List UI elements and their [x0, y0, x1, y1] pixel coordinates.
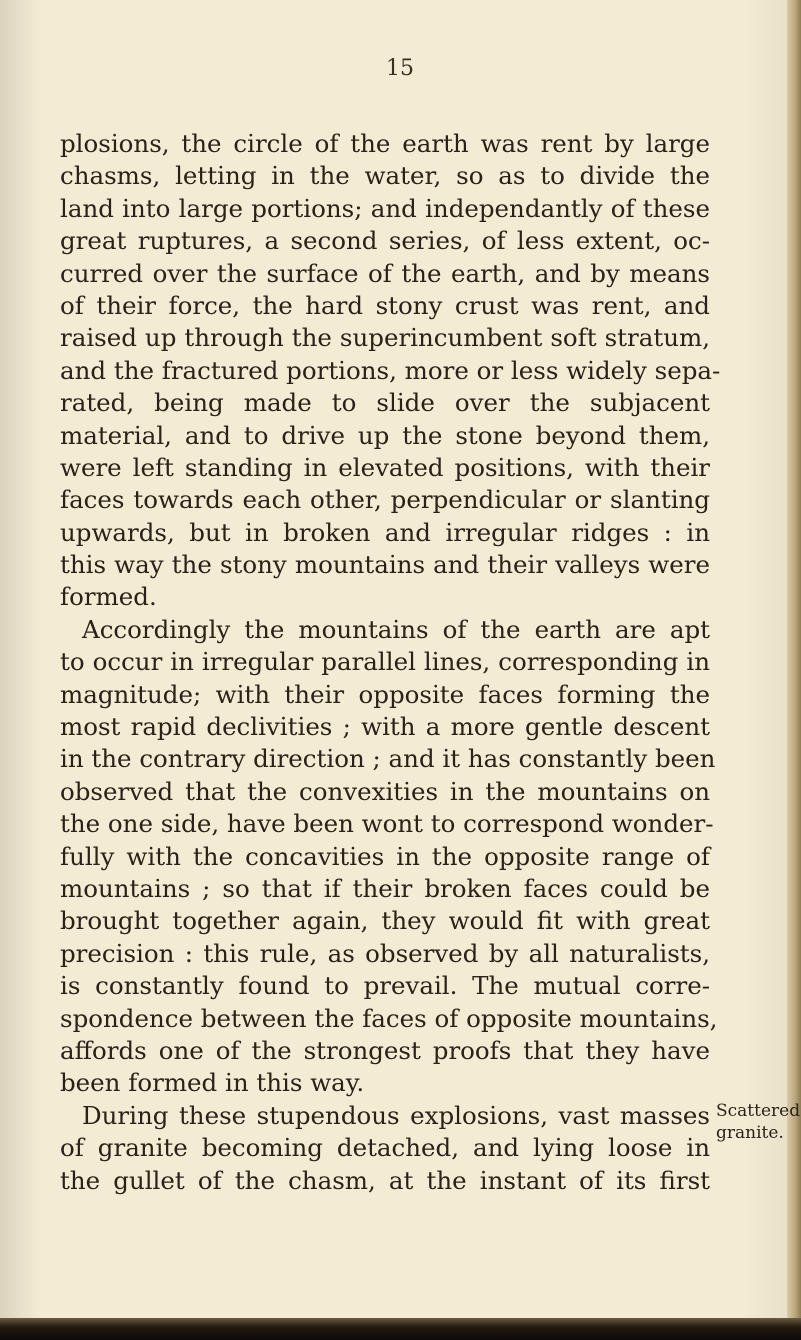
paragraph-start-line: During these stupendous explosions, vast masses [82, 1100, 710, 1130]
text-line: faces towards each other, perpendicular or slanting [60, 485, 710, 515]
text-line: great ruptures, a second series, of less extent, oc- [60, 226, 710, 256]
text-line: raised up through the superincumbent soft stratum, [60, 323, 710, 353]
text-line: plosions, the circle of the earth was rent by large [60, 129, 710, 158]
text-line: fully with the concavities in the opposite range of [60, 841, 710, 871]
paragraph-start-line: Accordingly the mountains of the earth are apt [82, 614, 710, 644]
text-line: chasms, letting in the water, so as to divide the [60, 161, 710, 191]
text-line: affords one of the strongest proofs that they have [60, 1035, 710, 1065]
text-line: land into large portions; and independantly of these [60, 193, 710, 223]
text-line: in the contrary direction ; and it has constantly been [60, 744, 716, 774]
margin-note-line-2: granite. [716, 1123, 784, 1143]
text-line: upwards, but in broken and irregular ridges : in [60, 517, 710, 547]
text-line: of granite becoming detached, and lying loose in [60, 1133, 710, 1163]
text-line: brought together again, they would fit with great [60, 906, 710, 936]
text-line: this way the stony mountains and their valleys were [60, 550, 710, 580]
text-line: mountains ; so that if their broken faces could be [60, 873, 710, 903]
page-number: 15 [386, 56, 414, 81]
text-line: and the fractured portions, more or less widely sepa- [60, 355, 721, 385]
text-line: precision : this rule, as observed by all naturalists, [60, 938, 710, 968]
text-line: curred over the surface of the earth, and by means [60, 258, 710, 288]
text-line: been formed in this way. [60, 1068, 365, 1098]
text-line: spondence between the faces of opposite mountains, [60, 1003, 718, 1033]
margin-note-line-1: Scattered [716, 1101, 801, 1121]
text-line: of their force, the hard stony crust was rent, and [60, 290, 710, 320]
margin-note [716, 1100, 800, 1144]
text-line: observed that the convexities in the mountains on [60, 776, 710, 806]
text-line: magnitude; with their opposite faces forming the [60, 679, 710, 709]
text-line: formed. [60, 582, 157, 612]
text-line: material, and to drive up the stone beyond them, [60, 420, 710, 450]
page-edge-bottom [0, 1318, 801, 1340]
text-line: to occur in irregular parallel lines, corresponding in [60, 647, 710, 677]
text-line: rated, being made to slide over the subjacent [60, 388, 710, 418]
text-line: were left standing in elevated positions, with their [60, 452, 710, 482]
text-line: the gullet of the chasm, at the instant of its first [60, 1165, 710, 1195]
text-line: is constantly found to prevail. The mutual corre- [60, 971, 710, 1001]
text-line: most rapid declivities ; with a more gentle descent [60, 712, 710, 742]
text-line: the one side, have been wont to correspond wonder- [60, 809, 714, 839]
body-text [60, 128, 721, 1197]
